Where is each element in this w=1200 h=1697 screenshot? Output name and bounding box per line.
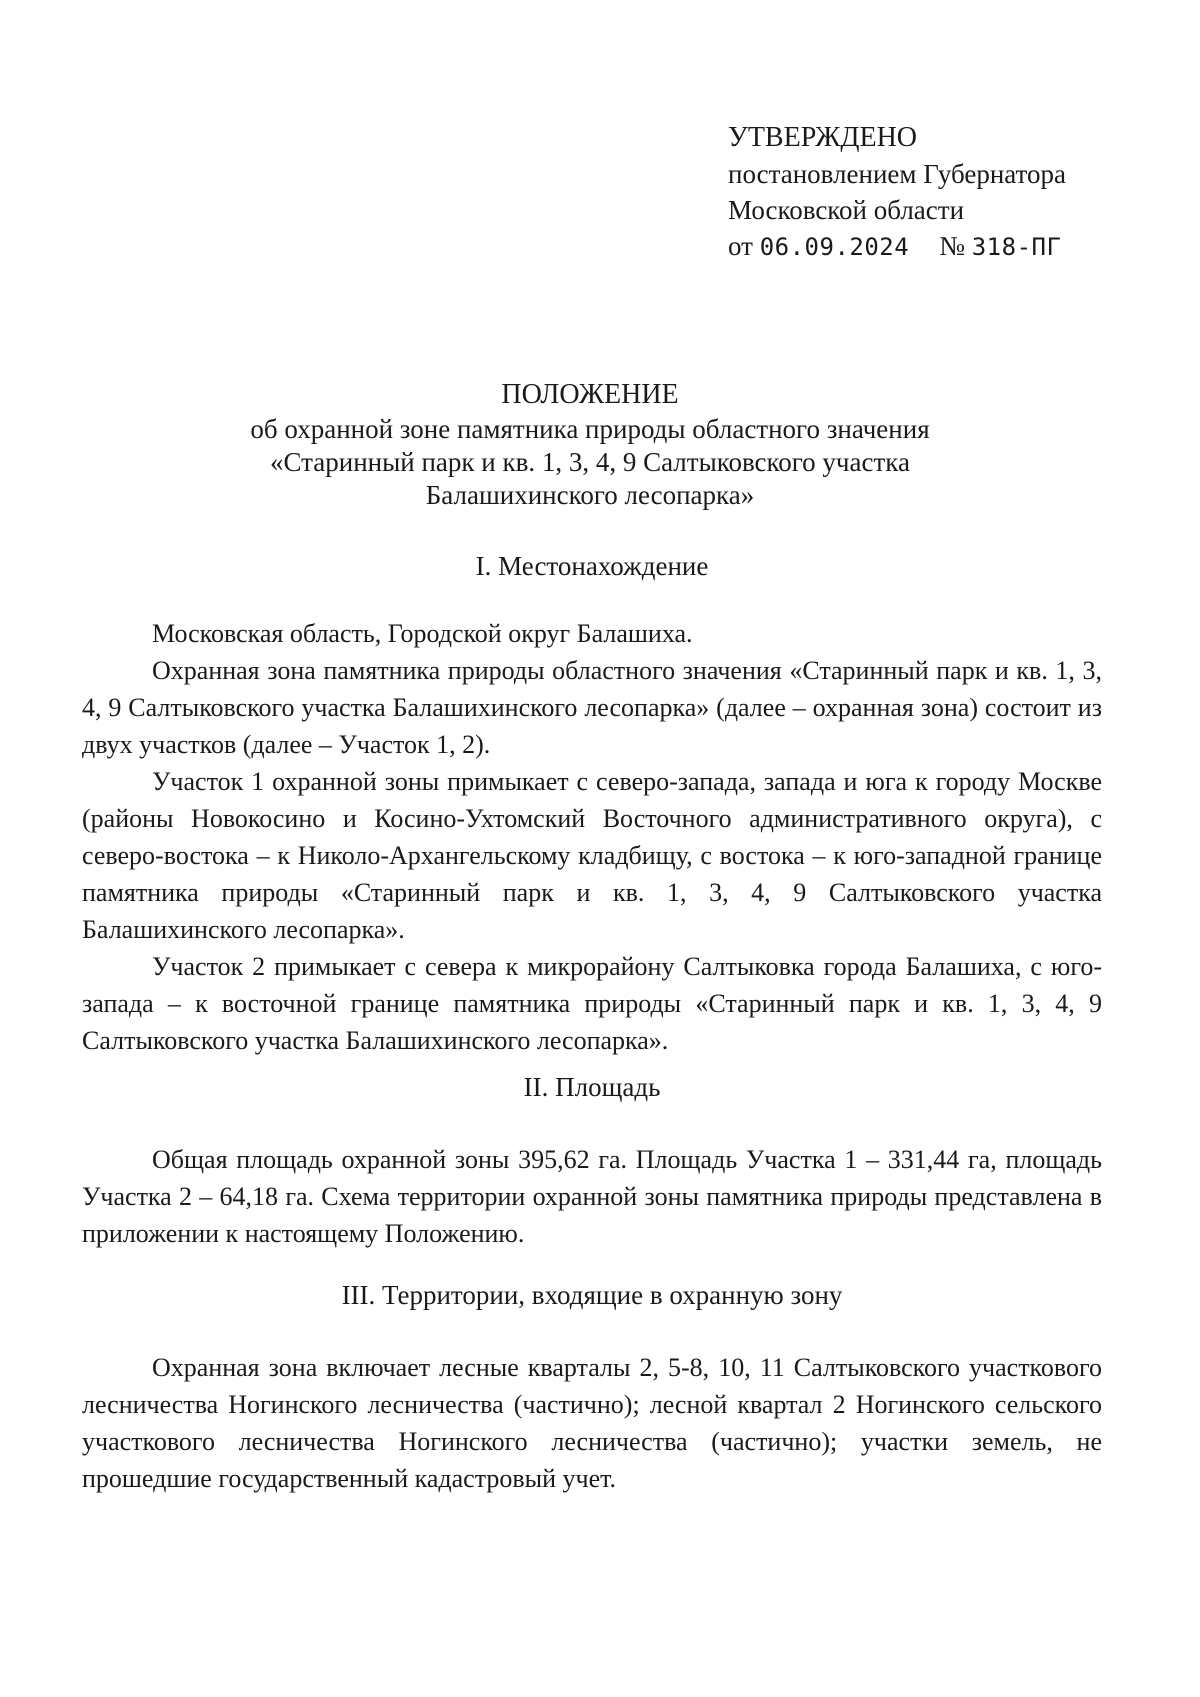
document-subtitle-line-3: Балашихинского лесопарка» <box>425 480 755 510</box>
approval-date-prefix: от <box>728 231 753 261</box>
approval-date: 06.09.2024 <box>759 233 910 261</box>
paragraph: Общая площадь охранной зоны 395,62 га. Площадь Участка 1 – 331,44 га, площадь Участка 2 – 64,18 га. Схема территории охранной зоны памятника природы представлена в приложении к настоящему Положению. <box>82 1145 1102 1248</box>
document-subtitle-line-2: «Старинный парк и кв. 1, 3, 4, 9 Салтыковского участка <box>270 447 910 477</box>
document-subtitle-line-1: об охранной зоне памятника природы областного значения <box>250 414 930 444</box>
section-body-territories <box>82 1349 1102 1497</box>
paragraph: Охранная зона включает лесные кварталы 2, 5-8, 10, 11 Салтыковского участкового лесничества Ногинского лесничества (частично); лесной квартал 2 Ногинского сельского участкового лесничества Ногинского лесничества (частично); участки земель, не прошедшие государственный кадастровый учет. <box>82 1353 1102 1493</box>
section-title-area: II. Площадь <box>523 1072 661 1102</box>
approval-title: УТВЕРЖДЕНО <box>728 122 918 153</box>
section-body-location <box>82 615 1102 1059</box>
paragraph: Московская область, Городской округ Балашиха. <box>152 619 693 648</box>
approval-date-line <box>728 228 1168 265</box>
approval-stamp-block <box>728 120 1168 265</box>
paragraph: Участок 1 охранной зоны примыкает с северо-запада, запада и юга к городу Москве (районы Новокосино и Косино-Ухтомский Восточного административного округа), с северо-востока – к Николо-Архангельскому кладбищу, с востока – к юго-западной границе памятника природы «Старинный парк и кв. 1, 3, 4, 9 Салтыковского участка Балашихинского лесопарка». <box>82 767 1102 944</box>
paragraph: Охранная зона памятника природы областного значения «Старинный парк и кв. 1, 3, 4, 9 Салтыковского участка Балашихинского лесопарка» (далее – охранная зона) состоит из двух участков (далее – Участок 1, 2). <box>82 656 1102 759</box>
document-title: ПОЛОЖЕНИЕ <box>501 379 679 410</box>
section-body-area <box>82 1141 1102 1252</box>
document-heading <box>220 378 960 512</box>
section-title-location: I. Местонахождение <box>475 551 709 581</box>
approval-line-2: Московской области <box>728 195 965 225</box>
approval-number: 318-ПГ <box>971 233 1062 261</box>
paragraph: Участок 2 примыкает с севера к микрорайону Салтыковка города Балашиха, с юго-запада – к восточной границе памятника природы «Старинный парк и кв. 1, 3, 4, 9 Салтыковского участка Балашихинского лесопарка». <box>82 952 1102 1055</box>
approval-number-sign: № <box>939 231 965 261</box>
section-title-territories: III. Территории, входящие в охранную зону <box>341 1280 843 1310</box>
approval-line-1: постановлением Губернатора <box>728 159 1066 189</box>
